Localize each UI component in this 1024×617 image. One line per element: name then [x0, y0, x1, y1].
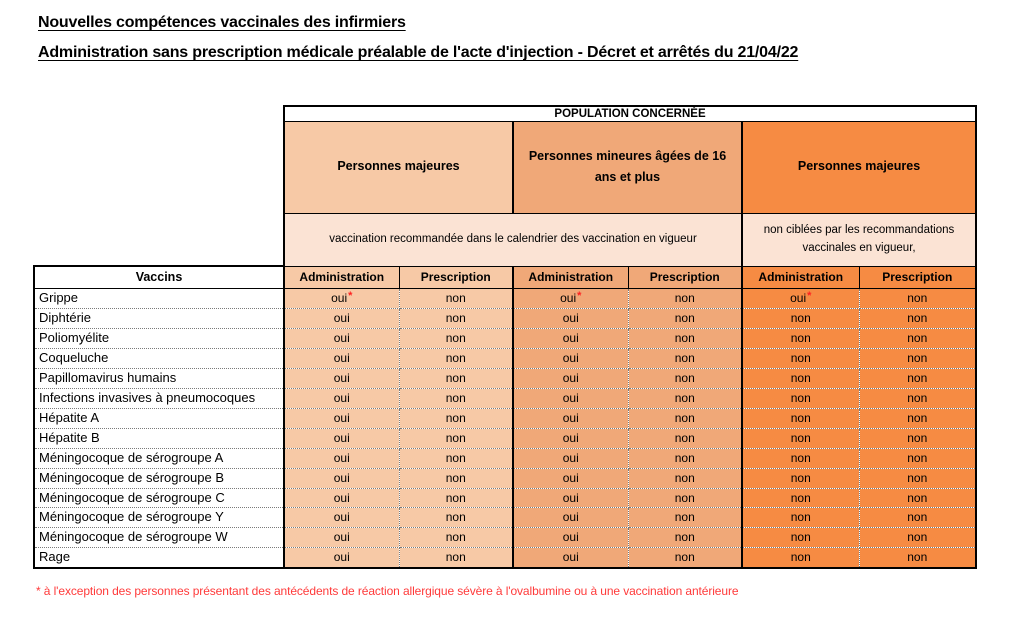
value-cell: non: [399, 468, 513, 488]
column-header-row: [34, 266, 976, 288]
vaccine-table-body: [34, 288, 976, 568]
column-header-prescription: Prescription: [399, 266, 513, 288]
vaccine-name-cell: Méningocoque de sérogroupe A: [34, 448, 284, 468]
value-cell: oui: [284, 349, 399, 369]
value-cell: non: [628, 309, 742, 329]
vaccine-name-cell: Infections invasives à pneumocoques: [34, 389, 284, 409]
value-cell: non: [859, 389, 976, 409]
value-cell: non: [742, 448, 859, 468]
spacer-cell: [34, 106, 284, 121]
table-row: [34, 468, 976, 488]
vaccine-name-cell: Méningocoque de sérogroupe W: [34, 528, 284, 548]
vaccins-column-header: Vaccins: [34, 266, 284, 288]
vaccine-name-cell: Rage: [34, 548, 284, 568]
value-cell: oui: [513, 329, 628, 349]
table-row: [34, 309, 976, 329]
value-cell: non: [859, 448, 976, 468]
vaccine-name-cell: Hépatite A: [34, 408, 284, 428]
value-cell: non: [399, 329, 513, 349]
value-cell: oui: [284, 389, 399, 409]
value-cell: oui: [284, 468, 399, 488]
value-cell: oui: [513, 408, 628, 428]
value-cell: oui: [513, 448, 628, 468]
value-cell: non: [859, 528, 976, 548]
value-cell: oui*: [513, 288, 628, 309]
value-cell: non: [399, 488, 513, 508]
population-header-row: [34, 106, 976, 121]
value-cell: oui: [513, 369, 628, 389]
value-cell: oui: [284, 408, 399, 428]
value-cell: non: [399, 528, 513, 548]
value-cell: non: [628, 428, 742, 448]
column-header-administration: Administration: [742, 266, 859, 288]
value-cell: oui: [284, 329, 399, 349]
table-row: [34, 389, 976, 409]
table-row: [34, 329, 976, 349]
value-cell: non: [859, 369, 976, 389]
vaccine-name-cell: Papillomavirus humains: [34, 369, 284, 389]
group-header-majeures-2: Personnes majeures: [742, 121, 976, 213]
asterisk: *: [807, 289, 812, 302]
value-cell: non: [399, 389, 513, 409]
value-cell: non: [742, 408, 859, 428]
value-cell: non: [628, 468, 742, 488]
value-cell: non: [399, 349, 513, 369]
value-cell: non: [859, 408, 976, 428]
value-cell: non: [399, 508, 513, 528]
group-header-row: [34, 121, 976, 213]
value-cell: non: [742, 329, 859, 349]
table-row: [34, 548, 976, 568]
document-title: Nouvelles compétences vaccinales des infirmiers: [38, 14, 406, 31]
value-cell: oui*: [284, 288, 399, 309]
asterisk: *: [348, 289, 353, 302]
value-cell: non: [859, 548, 976, 568]
value-cell: non: [628, 389, 742, 409]
value-cell: oui*: [742, 288, 859, 309]
value-cell: non: [399, 309, 513, 329]
value-cell: non: [399, 548, 513, 568]
vaccine-name-cell: Méningocoque de sérogroupe B: [34, 468, 284, 488]
value-cell: non: [859, 468, 976, 488]
value-cell: non: [859, 349, 976, 369]
table-row: [34, 448, 976, 468]
vaccine-name-cell: Coqueluche: [34, 349, 284, 369]
value-cell: oui: [284, 488, 399, 508]
value-cell: non: [742, 508, 859, 528]
value-cell: oui: [284, 369, 399, 389]
group-header-mineures: Personnes mineures âgées de 16 ans et plus: [513, 121, 742, 213]
vaccine-name-cell: Diphtérie: [34, 309, 284, 329]
value-cell: oui: [513, 488, 628, 508]
value-cell: oui: [513, 309, 628, 329]
value-cell: non: [628, 508, 742, 528]
value-cell: non: [628, 408, 742, 428]
value-cell: non: [742, 468, 859, 488]
sub-header-row: [34, 213, 976, 266]
value-cell: oui: [284, 428, 399, 448]
table-row: [34, 428, 976, 448]
value-cell: non: [859, 309, 976, 329]
spacer-cell: [34, 121, 284, 213]
sub-header-non-ciblees: non ciblées par les recommandations vaccinales en vigueur,: [742, 213, 976, 266]
value-cell: non: [399, 408, 513, 428]
value-cell: non: [742, 428, 859, 448]
value-cell: oui: [284, 508, 399, 528]
document-subtitle: Administration sans prescription médicale préalable de l'acte d'injection - Décret et arrêtés du 21/04/22: [38, 44, 799, 61]
value-cell: oui: [284, 309, 399, 329]
vaccine-name-cell: Poliomyélite: [34, 329, 284, 349]
value-cell: non: [628, 548, 742, 568]
value-cell: oui: [513, 528, 628, 548]
sub-header-recommandee: vaccination recommandée dans le calendrier des vaccination en vigueur: [284, 213, 742, 266]
group-header-majeures-1: Personnes majeures: [284, 121, 513, 213]
table-row: [34, 369, 976, 389]
value-cell: non: [628, 288, 742, 309]
value-cell: oui: [513, 428, 628, 448]
asterisk: *: [577, 289, 582, 302]
column-header-administration: Administration: [513, 266, 628, 288]
table-row: [34, 349, 976, 369]
spacer-cell: [34, 213, 284, 266]
value-cell: non: [399, 288, 513, 309]
vaccine-name-cell: Méningocoque de sérogroupe C: [34, 488, 284, 508]
value-cell: oui: [513, 349, 628, 369]
value-cell: non: [628, 488, 742, 508]
vaccine-name-cell: Hépatite B: [34, 428, 284, 448]
value-cell: non: [742, 369, 859, 389]
population-header-cell: POPULATION CONCERNÉE: [284, 106, 976, 121]
value-cell: non: [628, 448, 742, 468]
value-cell: oui: [513, 508, 628, 528]
value-cell: non: [859, 288, 976, 309]
value-cell: non: [628, 349, 742, 369]
value-cell: oui: [513, 468, 628, 488]
column-header-administration: Administration: [284, 266, 399, 288]
value-cell: non: [742, 389, 859, 409]
table-row: [34, 488, 976, 508]
table-row: [34, 408, 976, 428]
value-cell: oui: [284, 528, 399, 548]
column-header-prescription: Prescription: [628, 266, 742, 288]
vaccination-table: [33, 105, 977, 569]
value-cell: non: [399, 428, 513, 448]
value-cell: oui: [513, 389, 628, 409]
column-header-prescription: Prescription: [859, 266, 976, 288]
value-cell: non: [628, 329, 742, 349]
value-cell: non: [859, 508, 976, 528]
value-cell: non: [399, 448, 513, 468]
value-cell: non: [859, 488, 976, 508]
value-cell: non: [859, 428, 976, 448]
table-row: [34, 528, 976, 548]
value-cell: non: [742, 488, 859, 508]
value-cell: non: [742, 349, 859, 369]
value-cell: oui: [284, 448, 399, 468]
table-row: [34, 288, 976, 309]
table-row: [34, 508, 976, 528]
vaccine-name-cell: Grippe: [34, 288, 284, 309]
vaccine-name-cell: Méningocoque de sérogroupe Y: [34, 508, 284, 528]
value-cell: oui: [513, 548, 628, 568]
value-cell: oui: [284, 548, 399, 568]
value-cell: non: [628, 369, 742, 389]
value-cell: non: [742, 548, 859, 568]
value-cell: non: [399, 369, 513, 389]
value-cell: non: [628, 528, 742, 548]
value-cell: non: [742, 528, 859, 548]
value-cell: non: [742, 309, 859, 329]
value-cell: non: [859, 329, 976, 349]
footnote: * à l'exception des personnes présentant des antécédents de réaction allergique sévère à l'ovalbumine ou à une vaccination antérieure: [36, 584, 739, 598]
